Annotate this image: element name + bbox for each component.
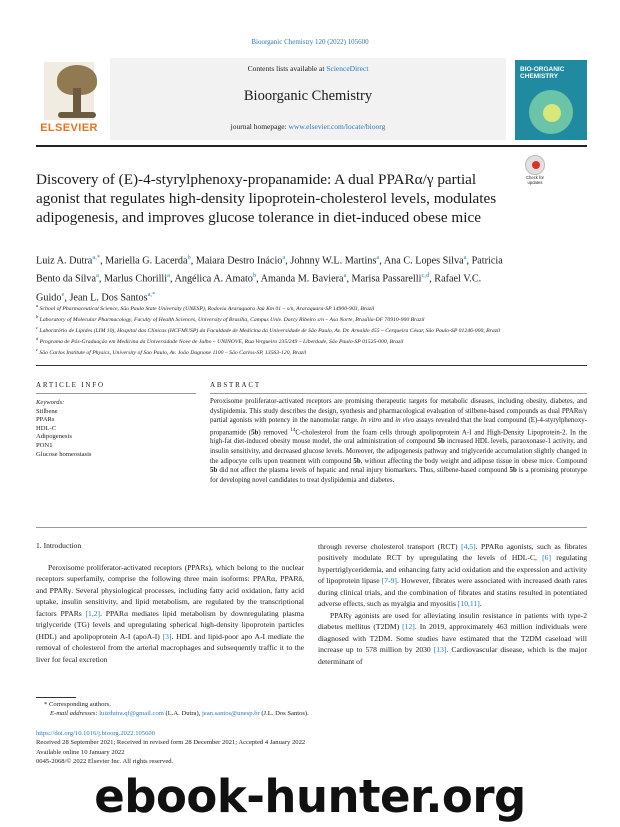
author-affiliation-mark[interactable]: e [61, 290, 65, 298]
email-line: E-mail addresses: luizdutra.qf@gmail.com (L.A. Dutra), jean.santos@unesp.br (J.L. Dos Santos). [50, 710, 309, 718]
received-dates: Received 28 September 2021; Received in revised form 28 December 2021; Accepted 4 January 2022 [36, 739, 306, 747]
author-name: Maiara Destro Inácio [195, 255, 283, 267]
abstract-heading: ABSTRACT [210, 381, 261, 389]
author-affiliation-mark[interactable]: a [343, 272, 347, 280]
copyright: 0045-2068/© 2022 Elsevier Inc. All rights reserved. [36, 757, 174, 765]
author-affiliation-mark[interactable]: a [376, 254, 380, 261]
keywords-block [36, 399, 196, 459]
article-info-heading: ARTICLE INFO [36, 381, 105, 389]
author-affiliation-mark[interactable]: a,* [147, 290, 156, 298]
email-link[interactable]: jean.santos@unesp.br [201, 710, 260, 718]
ref-link[interactable]: [1,2] [85, 608, 101, 618]
abstract-divider [210, 393, 587, 394]
author-name: Marlus Chorilli [103, 273, 168, 285]
author-name: Ana C. Lopes Silva [383, 255, 464, 267]
contents-line: Contents lists available at ScienceDirect [247, 64, 369, 73]
ref-link[interactable]: [7-9] [381, 576, 397, 586]
publisher-logo-text: ELSEVIER [40, 122, 98, 134]
abstract-end-divider [36, 527, 587, 528]
footnote [36, 700, 536, 719]
author-name: Jean L. Dos Santos [69, 292, 148, 304]
author-affiliation-mark[interactable]: a,* [92, 254, 101, 261]
ref-link[interactable]: [13] [433, 645, 447, 655]
author-name: Amanda M. Baviera [260, 273, 344, 285]
article-title: Discovery of (E)-4-styrylphenoxy-propanamide: A dual PPARα/γ partial agonist that regulates high-density lipoprotein-cholesterol levels, modulates adipogenesis, and improves glucose tolerance in diet-induced obese mice [36, 171, 497, 226]
journal-header [110, 58, 506, 140]
sciencedirect-link[interactable]: ScienceDirect [326, 64, 369, 73]
section-divider [36, 365, 587, 366]
journal-citation-link[interactable]: Bioorganic Chemistry 120 (2022) 105600 [251, 38, 369, 46]
available-online: Available online 10 January 2022 [36, 748, 125, 756]
keyword: PPARs [36, 416, 55, 424]
author-name: Luiz A. Dutra [36, 255, 93, 267]
author-affiliation-mark[interactable]: a [463, 254, 467, 261]
article-footer [36, 729, 536, 766]
check-for-updates-button[interactable] [520, 155, 550, 185]
homepage-line: journal homepage: www.elsevier.com/locate/bioorg [230, 122, 386, 131]
keyword: Stilbene [36, 407, 58, 415]
introduction-heading: 1. Introduction [36, 541, 82, 550]
author-name: Patricia Bento da Silva [36, 255, 503, 285]
email-link[interactable]: luizdutra.qf@gmail.com [99, 710, 164, 718]
keyword: HDL-C [36, 424, 57, 432]
author-affiliation-mark[interactable]: b [252, 272, 257, 280]
keyword: Adipogenesis [36, 433, 72, 441]
keyword-list [36, 408, 196, 460]
affiliation: $^d$ Programa de Pós-Graduação em Medicina da Universidade Nove de Julho – UNINOVE, Rua Vergueiro 235/249 – Liberdade, São Paulo-SP 01525-000, Brazil [36, 335, 404, 345]
author-name: Rafael V.C. Guido [36, 273, 482, 304]
ref-link[interactable]: [4,5] [461, 542, 476, 551]
author-affiliation-mark[interactable]: a [282, 254, 286, 261]
affiliation: $^c$ Laboratório de Lípides (LIM 10), Hospital das Clínicas (HCFMUSP) da Faculdade de Medicina da Universidade de São Paulo, Av. Dr. Arnaldo 455 – Cerqueira César, São Paulo-SP 01246-000, Brazil [36, 324, 501, 334]
affiliation: $^a$ School of Pharmaceutical Science, São Paulo State University (UNESP), Rodovia Araraquara Jaú Km 01 – s/n, Araraquara-SP 14900-903, Brazil [36, 303, 375, 312]
check-updates-label: Check for updates [526, 175, 544, 185]
ref-link[interactable]: [12] [402, 622, 415, 632]
ref-link[interactable]: [6] [542, 553, 551, 563]
author-affiliation-mark[interactable]: b [187, 254, 191, 261]
keyword: Glucose homeostasis [36, 450, 92, 458]
intro-column-2: through reverse cholesterol transport (RCT) [4,5]. PPARα agonists, such as fibrates positively modulate RCT by upregulating the levels of HDL-C, [6] regulating hypertriglyceridemia, and enhancing fatty acid oxidation and the expression and activity of lipoprotein lipase [7-9]. However, fibrates were associated with increased death rates during clinical trials, and the combination of fibrates and statins resulted in potentiated adverse effects, such as myalgia and myositis [10,11]. PPARγ agonists are used for alleviating insulin resistance in patients with type-2 diabetes mellitus (T2DM) [12]. In 2019, approximately 463 million individuals were diagnosed with T2DM. Some studies have estimated that the T2DM caseload will increase up to 578 million by 2030 [13]. Cardiovascular disease, which is the major determinant of [318, 542, 587, 666]
check-updates-icon [525, 155, 545, 175]
affiliation: $^e$ São Carlos Institute of Physics, University of Sao Paulo, Av. João Dagnone 1100 – São Carlos-SP, 13563-120, Brazil [36, 346, 307, 356]
header-divider [36, 145, 587, 147]
author-affiliation-mark[interactable]: a [96, 272, 99, 280]
author-affiliation-mark[interactable]: c,d [421, 272, 430, 280]
journal-name: Bioorganic Chemistry [243, 88, 373, 104]
abstract-text: Peroxisome proliferator-activated receptors are promising therapeutic targets for metabolic diseases, including obesity, diabetes, and dyslipidemia. This study describes the design, synthesis and pharmacological evaluation of stilbene-based compounds as dual PPARα/γ partial agonists with potency in the nanomolar range. In vitro and in vivo assays revealed that the lead compound (E)-4-styrylphenoxy-propanamide (5b) removed $^{14}$C-cholesterol from the foam cells through apolipoprotein A-I and High-Density Lipoprotein-2. In the high-fat diet-induced obesity mouse model, the oral administration of compound 5b increased HDL levels, paraoxonase-1 activity, and insulin sensitivity, and decreased glucose levels. Moreover, the adipogenesis pathway and triglyceride accumulation slightly changed in the adipocyte cells upon treatment with compound 5b, without affecting the body weight and adipose tissue in obese mice. Compound 5b did not affect the plasma levels of hepatic and renal injury biomarkers. Thus, stilbene-based compound 5b is a promising prototype for developing novel candidates to treat dyslipidemia and diabetes. [210, 398, 588, 484]
keyword: PON1 [36, 441, 53, 449]
author-list: Luiz A. Dutra$^{a,*}$, Mariella G. Lacerda$^b$, Maiara Destro Inácio$^a$, Johnny W.L. Martins$^a$, Ana C. Lopes Silva$^a$, Patricia Bento da Silva$^a$, Marlus Chorilli$^a$, Angélica A. Amato$^b$, Amanda M. Baviera$^a$, Marisa Passarelli$^{c,d}$, Rafael V.C. Guido$^e$, Jean L. Dos Santos$^{a,*}$ [36, 254, 503, 304]
article-info-divider [36, 393, 196, 394]
cover-title: BIO-ORGANIC CHEMISTRY [520, 66, 565, 80]
intro-column-1: Peroxisome proliferator-activated receptors (PPARs), which belong to the nuclear receptors superfamily, comprise the following three main isoforms: PPARα, PPARδ, and PPARγ. Several physiological processes, including fatty acid oxidation, fatty acid uptake, insulin sensitivity, and lipid metabolism, are regulated by the transcriptional factors PPARs [1,2]. PPARα mediates lipid metabolism by downregulating plasma triglyceride (TG) levels and upregulating spherical high-density lipoprotein particles (HDL) and apolipoprotein A-I (apoA-I) [3]. HDL and lipid-poor apo A-I mediate the removal of cholesterol from the arterial macrophages and subsequently traffic it to the liver for fecal excretion [36, 563, 304, 664]
journal-homepage-link[interactable]: www.elsevier.com/locate/bioorg [288, 122, 386, 131]
doi-link[interactable]: https://doi.org/10.1016/j.bioorg.2022.105600 [36, 730, 155, 737]
ref-link[interactable]: [3] [162, 631, 172, 641]
author-name: Angélica A. Amato [174, 273, 253, 285]
affiliation-list [36, 302, 586, 357]
journal-cover-image [515, 60, 587, 140]
affiliation: $^b$ Laboratory of Molecular Pharmacology, Faculty of Health Sciences, University of Brasília, Campus Univ. Darcy Ribeiro s/n – Asa Norte, Brasília-DF 70910-900 Brazil [36, 313, 425, 323]
tree-emblem-icon [44, 62, 94, 120]
author-affiliation-mark[interactable]: a [167, 272, 170, 280]
watermark: ebook-hunter.org [94, 770, 526, 823]
keywords-label: Keywords: [36, 399, 65, 406]
elsevier-logo [36, 62, 102, 138]
corresponding-authors-note: * Corresponding authors. [44, 701, 111, 708]
ref-link[interactable]: [10,11] [457, 599, 480, 609]
author-name: Johnny W.L. Martins [290, 255, 377, 267]
footnote-divider [36, 697, 76, 698]
author-name: Marisa Passarelli [351, 273, 422, 285]
author-name: Mariella G. Lacerda [105, 255, 188, 267]
